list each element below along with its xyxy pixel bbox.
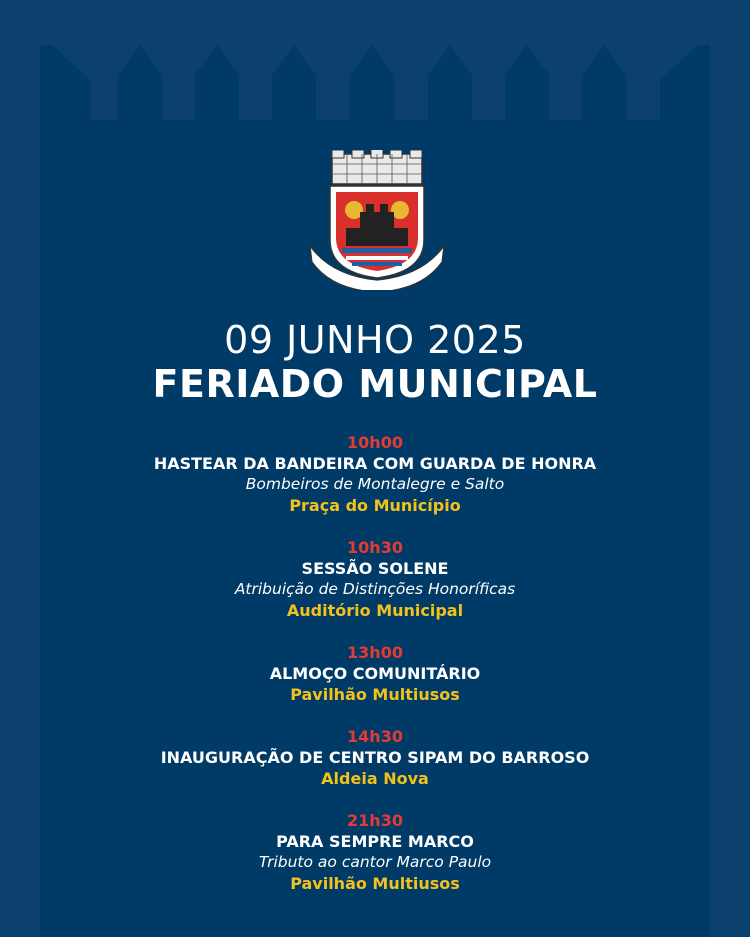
schedule-item (40, 537, 710, 621)
event-time: 14h30 (347, 727, 403, 746)
event-name: INAUGURAÇÃO DE CENTRO SIPAM DO BARROSO (160, 748, 590, 767)
montalegre-coat-of-arms-icon (302, 150, 452, 290)
event-subtitle: Atribuição de Distinções Honoríficas (234, 580, 516, 598)
schedule-item (40, 432, 710, 516)
event-time: 10h30 (347, 538, 403, 557)
event-name: ALMOÇO COMUNITÁRIO (269, 664, 481, 683)
event-time: 13h00 (347, 643, 403, 662)
event-subtitle: Tributo ao cantor Marco Paulo (258, 853, 492, 871)
schedule-item (40, 726, 710, 789)
event-location: Praça do Município (289, 496, 461, 515)
event-date: 09 JUNHO 2025 (224, 318, 526, 362)
event-location: Aldeia Nova (321, 769, 429, 788)
event-location: Auditório Municipal (286, 601, 464, 620)
event-name: SESSÃO SOLENE (301, 559, 449, 578)
schedule-item (40, 810, 710, 894)
event-location: Pavilhão Multiusos (290, 874, 460, 893)
poster-content (40, 0, 710, 937)
page-title: FERIADO MUNICIPAL (152, 362, 598, 406)
event-name: PARA SEMPRE MARCO (276, 832, 474, 851)
event-subtitle: Bombeiros de Montalegre e Salto (245, 475, 505, 493)
event-time: 10h00 (347, 433, 403, 452)
event-schedule (40, 432, 710, 915)
event-time: 21h30 (347, 811, 403, 830)
schedule-item (40, 642, 710, 705)
event-name: HASTEAR DA BANDEIRA COM GUARDA DE HONRA (153, 454, 597, 473)
event-location: Pavilhão Multiusos (290, 685, 460, 704)
